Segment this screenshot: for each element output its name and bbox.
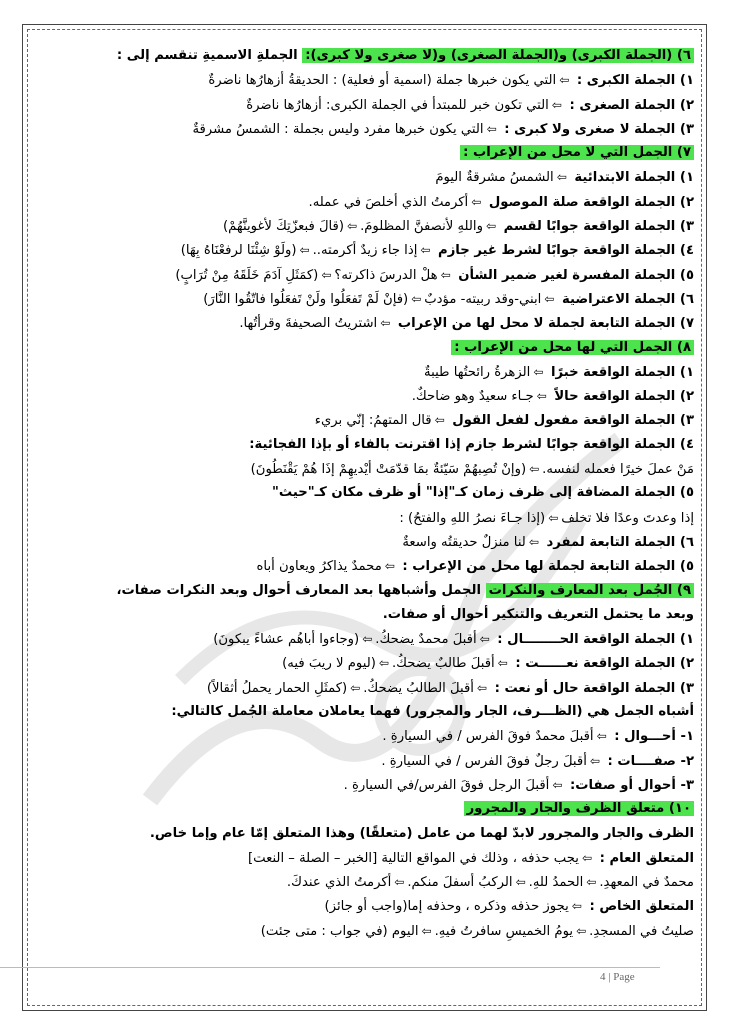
item-text: التي يكون خبرها جملة (اسمية أو فعلية) : الحديقةُ أزهارُها ناضرةٌ bbox=[208, 73, 557, 89]
item-text: ابني-وقد ربيته- مؤدبٌ bbox=[424, 291, 542, 307]
list-item bbox=[34, 165, 694, 189]
arrow-icon: ⇦ bbox=[556, 170, 567, 185]
list-item bbox=[34, 457, 694, 481]
page-number: 4 bbox=[600, 971, 606, 983]
item-label: ٢) الجملة الواقعة نعــــــت : bbox=[510, 656, 694, 672]
item-text: صليتُ في المسجدِ. bbox=[589, 923, 694, 939]
list-item bbox=[34, 481, 694, 505]
item-text: (قالَ فبعزّتِكَ لأغوينَّهُمْ) bbox=[222, 219, 345, 235]
item-text: اشتريتُ الصحيفةَ وقرأتُها. bbox=[239, 316, 378, 332]
item-text: الحمدُ للهِ. bbox=[528, 875, 584, 891]
item-label: الظرف والجار والمجرور لابدّ لهما من عامل (متعلقًا) وهذا المتعلق إمّا عام وإما خاص. bbox=[149, 825, 694, 841]
arrow-icon: ⇦ bbox=[350, 680, 361, 695]
arrow-icon: ⇦ bbox=[559, 73, 570, 88]
list-item bbox=[34, 749, 694, 773]
list-item bbox=[34, 384, 694, 408]
item-text: هلْ الدرسَ ذاكرته؟ bbox=[334, 267, 438, 283]
item-text: (إذا جـاءَ نصرُ اللهِ والفتحُ) : bbox=[399, 510, 546, 526]
item-text: أقبلَ طالبٌ يضحكُ. bbox=[391, 656, 495, 672]
arrow-icon: ⇦ bbox=[384, 559, 395, 574]
item-label: ٥) الجملة التابعة لجملة لها محل من الإعراب : bbox=[397, 559, 694, 575]
arrow-icon: ⇦ bbox=[581, 850, 592, 865]
item-label: ٢- صفــــات : bbox=[602, 753, 694, 769]
list-item bbox=[34, 894, 694, 918]
section-heading-tail: الجملةِ الاسميةِ تنقسم إلى : bbox=[116, 48, 303, 63]
item-label: وبعد ما يحتمل التعريف والتنكير أحوال أو صفات. bbox=[382, 606, 694, 622]
item-label: ٣) الجملة الواقعة حال أو نعت : bbox=[489, 680, 694, 696]
arrow-icon: ⇦ bbox=[420, 243, 431, 258]
item-text: أقبلَ محمدٌ فوقَ الفرس / في السيارةِ . bbox=[382, 729, 594, 745]
arrow-icon: ⇦ bbox=[479, 632, 490, 647]
item-text: جـاء سعيدٌ وهو ضاحكٌ. bbox=[411, 389, 534, 405]
list-item bbox=[34, 238, 694, 262]
item-label: ٧) الجملة التابعة لجملة لا محل لها من الإعراب bbox=[393, 316, 694, 332]
list-item bbox=[34, 846, 694, 870]
item-label: ٦) الجملة التابعة لمفرد bbox=[541, 534, 694, 550]
item-label: أشباه الجمل هي (الظـــرف، الجار والمجرور) فهما يعاملان معاملة الجُمل كالتالي: bbox=[171, 704, 694, 720]
item-label: ٢) الجملة الصغرى : bbox=[564, 97, 694, 113]
list-item bbox=[34, 68, 694, 92]
arrow-icon: ⇦ bbox=[299, 243, 310, 258]
list-item bbox=[34, 408, 694, 432]
list-item bbox=[34, 360, 694, 384]
item-label: ٦) الجملة الاعتراضية bbox=[557, 291, 694, 307]
item-label: ١) الجملة الواقعة الحــــــــال : bbox=[492, 632, 694, 648]
item-text: (فإنْ لَمْ تَفعَلُوا ولَنْ تَفعَلُوا فاتّقُوا النَّارَ) bbox=[203, 291, 409, 307]
item-label: ٣- أحوال أو صفات: bbox=[565, 777, 694, 793]
arrow-icon: ⇦ bbox=[548, 510, 559, 525]
list-item bbox=[34, 603, 694, 627]
arrow-icon: ⇦ bbox=[529, 462, 540, 477]
list-item bbox=[34, 214, 694, 238]
item-text: (وإنْ تُصِبهُمْ سَيّئةٌ بمَا قدّمَتْ أيْديهِمْ إذَا هُمْ يَقْنَطُونَ) bbox=[250, 462, 527, 478]
section-heading bbox=[34, 797, 694, 821]
item-label: ١) الجملة الكبرى : bbox=[572, 73, 694, 89]
list-item bbox=[34, 676, 694, 700]
arrow-icon: ⇦ bbox=[411, 291, 422, 306]
item-text: (وجاءوا أباهُم عشاءً يبكونَ) bbox=[213, 632, 360, 648]
list-item bbox=[34, 287, 694, 311]
arrow-icon: ⇦ bbox=[486, 121, 497, 136]
list-item bbox=[34, 117, 694, 141]
arrow-icon: ⇦ bbox=[476, 680, 487, 695]
section-heading-highlight: ٧) الجمل التي لا محل من الإعراب : bbox=[460, 145, 694, 160]
item-text: أقبلَ محمدٌ يضحكُ. bbox=[375, 632, 477, 648]
arrow-icon: ⇦ bbox=[380, 316, 391, 331]
item-text: أكرمتُ الذي أخلصَ في عمله. bbox=[308, 194, 469, 210]
arrow-icon: ⇦ bbox=[576, 923, 587, 938]
arrow-icon: ⇦ bbox=[321, 267, 332, 282]
item-text: قال المتهمُ: إنّي بريء bbox=[314, 413, 432, 429]
section-heading-tail: الجمل وأشباهها بعد المعارف أحوال وبعد النكرات صفات، bbox=[116, 582, 486, 598]
section-heading-highlight: ٦) (الجملة الكبرى) و(الجملة الصغرى) و(لا صغرى ولا كبرى): bbox=[302, 48, 694, 63]
item-text: يومُ الخميسِ سافرتُ فيهِ. bbox=[434, 923, 574, 939]
list-item bbox=[34, 651, 694, 675]
list-item bbox=[34, 870, 694, 894]
item-label: ١) الجملة الواقعة خبرًا bbox=[546, 364, 694, 380]
page-footer bbox=[600, 971, 700, 983]
section-heading bbox=[34, 44, 694, 68]
page-separator: | bbox=[608, 971, 611, 983]
section-heading-highlight: ٩) الجُمل بعد المعارف والنكرات bbox=[486, 583, 694, 598]
item-label: ٢) الجملة الواقعة صلة الموصول bbox=[484, 194, 694, 210]
arrow-icon: ⇦ bbox=[378, 656, 389, 671]
arrow-icon: ⇦ bbox=[434, 413, 445, 428]
item-text: أكرمتُ الذي عندكَ. bbox=[286, 875, 392, 891]
item-label: ٣) الجملة لا صغرى ولا كبرى : bbox=[499, 121, 694, 137]
list-item bbox=[34, 93, 694, 117]
item-label: ٤) الجملة الواقعة جوابًا لشرط جازم إذا اقترنت بالفاء أو بإذا الفجائية: bbox=[249, 436, 694, 452]
list-item bbox=[34, 433, 694, 457]
item-text: أقبلَ الرجل فوقَ الفرس/في السيارةِ . bbox=[343, 777, 550, 793]
arrow-icon: ⇦ bbox=[596, 729, 607, 744]
item-label: ٢) الجملة الواقعة حالاً bbox=[549, 389, 694, 405]
item-label: ٥) الجملة المضافة إلى ظرف زمان كـ"إذا" أو ظرف مكان كـ"حيث" bbox=[271, 485, 694, 501]
item-text: إذا جاء زيدٌ أكرمته.. bbox=[312, 243, 418, 259]
list-item bbox=[34, 311, 694, 335]
list-item bbox=[34, 822, 694, 846]
item-text: (كمثَلِ الحمار يحملُ أثقالاً) bbox=[206, 680, 348, 696]
item-label: ٤) الجملة الواقعة جوابًا لشرط غير جازم bbox=[433, 243, 694, 259]
list-item bbox=[34, 773, 694, 797]
item-text: لنا منزلٌ حديقتُه واسعةٌ bbox=[402, 534, 526, 550]
item-text: محمدٌ في المعهدِ. bbox=[599, 875, 694, 891]
arrow-icon: ⇦ bbox=[440, 267, 451, 282]
arrow-icon: ⇦ bbox=[528, 534, 539, 549]
item-label: ٥) الجملة المفسرة لغير ضمير الشأن bbox=[453, 267, 694, 283]
section-heading bbox=[34, 579, 694, 603]
item-text: (ليوم لا ريبَ فيه) bbox=[282, 656, 376, 672]
section-heading-highlight: ٨) الجمل التي لها محل من الإعراب : bbox=[451, 340, 694, 355]
list-item bbox=[34, 506, 694, 530]
list-item bbox=[34, 263, 694, 287]
item-text: أقبلَ رجلٌ فوقَ الفرس / في السيارةِ . bbox=[381, 753, 587, 769]
list-item bbox=[34, 700, 694, 724]
item-text: محمدٌ يذاكرُ ويعاون أباه bbox=[256, 559, 382, 575]
arrow-icon: ⇦ bbox=[533, 364, 544, 379]
arrow-icon: ⇦ bbox=[544, 291, 555, 306]
arrow-icon: ⇦ bbox=[497, 656, 508, 671]
item-text: (كمَثَلِ آدَمَ خَلَقَهُ مِنْ تُرَابٍ) bbox=[175, 267, 319, 283]
item-label: ١- أحـــوال : bbox=[609, 729, 694, 745]
item-text: اليوم (في جواب : متى جئت) bbox=[260, 923, 419, 939]
arrow-icon: ⇦ bbox=[394, 875, 405, 890]
item-text: واللهِ لأنصفنَّ المظلومَ. bbox=[360, 219, 483, 235]
arrow-icon: ⇦ bbox=[552, 777, 563, 792]
item-text: الزهرةُ رائحتُها طيبةٌ bbox=[424, 364, 531, 380]
list-item bbox=[34, 554, 694, 578]
item-text: أقبلَ الطالبُ يضحكُ. bbox=[363, 680, 474, 696]
item-label: ١) الجملة الابتدائية bbox=[569, 170, 694, 186]
item-text: مَنْ عملَ خيرًا فعمله لنفسه. bbox=[542, 462, 694, 478]
arrow-icon: ⇦ bbox=[485, 219, 497, 234]
item-text: (ولَوْ شِئْنَا لرفعْنَاهُ بِهَا) bbox=[180, 243, 297, 259]
item-label: ٣) الجملة الواقعة جوابًا لقسم bbox=[499, 219, 694, 235]
arrow-icon: ⇦ bbox=[515, 875, 526, 890]
arrow-icon: ⇦ bbox=[551, 97, 562, 112]
item-label: ٣) الجملة الواقعة مفعول لفعل القول bbox=[447, 413, 694, 429]
section-heading bbox=[34, 336, 694, 360]
item-text: التي تكون خبر للمبتدأ في الجملة الكبرى: أزهارُها ناضرةٌ bbox=[246, 97, 549, 113]
list-item bbox=[34, 190, 694, 214]
arrow-icon: ⇦ bbox=[421, 923, 432, 938]
arrow-icon: ⇦ bbox=[571, 899, 582, 914]
list-item bbox=[34, 627, 694, 651]
list-item bbox=[34, 919, 694, 943]
arrow-icon: ⇦ bbox=[586, 875, 597, 890]
item-text: الركبُ أسفلَ منكم. bbox=[407, 875, 513, 891]
footer-rule bbox=[0, 967, 660, 968]
arrow-icon: ⇦ bbox=[347, 219, 358, 234]
item-text: التي يكون خبرها مفرد وليس بجملة : الشمسُ مشرقةٌ bbox=[192, 121, 484, 137]
item-text: إذا وعدتَ وعدًا فلا تخلف bbox=[561, 510, 694, 526]
arrow-icon: ⇦ bbox=[589, 753, 600, 768]
arrow-icon: ⇦ bbox=[536, 389, 547, 404]
page-label: Page bbox=[613, 971, 635, 983]
arrow-icon: ⇦ bbox=[362, 632, 373, 647]
arrow-icon: ⇦ bbox=[471, 194, 482, 209]
section-heading bbox=[34, 141, 694, 165]
list-item bbox=[34, 530, 694, 554]
document-body bbox=[34, 44, 694, 943]
list-item bbox=[34, 724, 694, 748]
item-text: يجوز حذفه وذكره ، وحذفه إما(واجب أو جائز) bbox=[324, 899, 569, 915]
section-heading-highlight: ١٠) متعلق الظرف والجار والمجرور bbox=[464, 801, 694, 816]
item-label: المتعلق العام : bbox=[595, 850, 694, 866]
item-label: المتعلق الخاص : bbox=[584, 899, 694, 915]
item-text: الشمسُ مشرقةٌ اليومَ bbox=[435, 170, 554, 186]
item-text: يجب حذفه ، وذلك في المواقع التالية [الخبر – الصلة – النعت] bbox=[248, 850, 579, 866]
